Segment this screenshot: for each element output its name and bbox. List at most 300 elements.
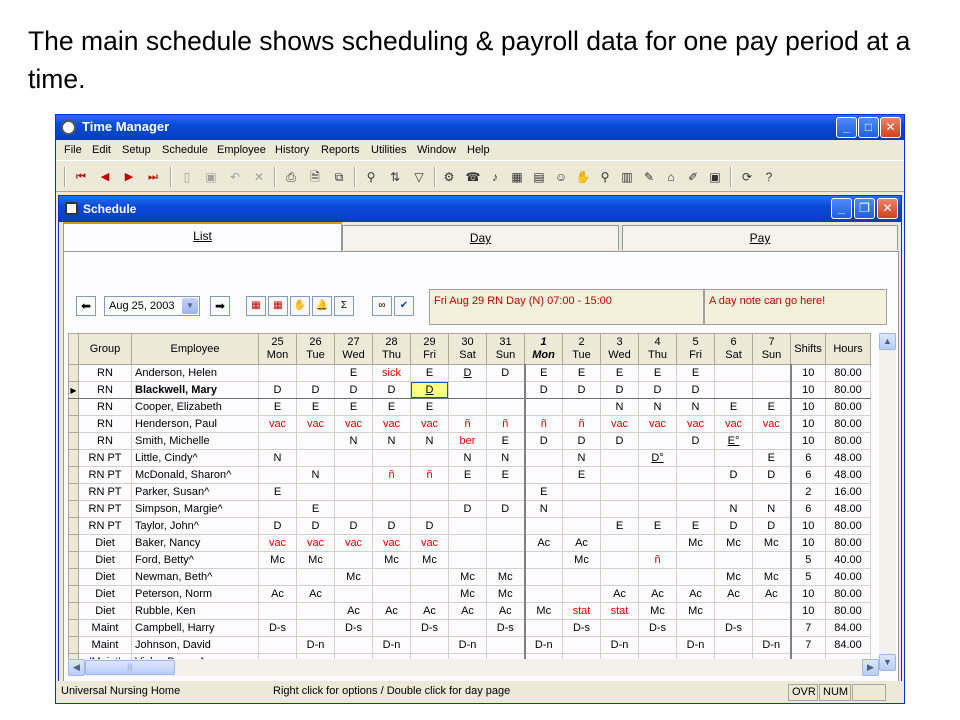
shift-cell[interactable]: Ac [601, 586, 639, 603]
row-indicator[interactable] [69, 620, 79, 637]
shift-cell[interactable] [639, 535, 677, 552]
shift-cell[interactable]: Ac [449, 603, 487, 620]
column-header-day[interactable] [335, 334, 373, 365]
binoculars-icon[interactable]: ⚲ [366, 170, 376, 184]
shift-cell[interactable] [335, 501, 373, 518]
shift-cell[interactable]: D-n [525, 637, 563, 654]
shift-cell[interactable]: Ac [525, 535, 563, 552]
shift-cell[interactable] [411, 569, 449, 586]
column-header-hours[interactable]: Hours [826, 334, 871, 365]
previous-period-button[interactable]: ⬅ [76, 296, 96, 316]
next-record-icon[interactable]: ▶ [124, 171, 134, 183]
shift-cell[interactable] [753, 552, 791, 569]
menu-utilities[interactable]: Utilities [371, 144, 407, 156]
edit-icon[interactable]: ✐ [687, 170, 699, 184]
employee-name[interactable]: Parker, Susan^ [132, 484, 259, 501]
row-indicator[interactable] [69, 416, 79, 433]
column-header-day[interactable] [753, 334, 791, 365]
shift-cell[interactable]: ñ [411, 467, 449, 484]
shift-cell[interactable]: D [373, 382, 411, 399]
shift-cell[interactable] [373, 501, 411, 518]
shift-cell[interactable]: D [563, 382, 601, 399]
shift-cell[interactable]: Mc [715, 535, 753, 552]
shift-cell[interactable]: D [487, 501, 525, 518]
shift-cell[interactable] [753, 433, 791, 450]
shift-cell[interactable] [753, 365, 791, 382]
shift-cell[interactable]: E [487, 467, 525, 484]
shift-cell[interactable] [639, 637, 677, 654]
schedule-row[interactable] [69, 552, 871, 569]
shift-cell[interactable]: Mc [259, 552, 297, 569]
shift-cell[interactable]: ñ [373, 467, 411, 484]
shift-cell[interactable] [601, 535, 639, 552]
shift-cell[interactable] [487, 399, 525, 416]
shift-cell[interactable] [525, 552, 563, 569]
shift-cell[interactable]: E [373, 399, 411, 416]
row-indicator[interactable] [69, 569, 79, 586]
next-period-button[interactable]: ➡ [210, 296, 230, 316]
schedule-minimize-button[interactable]: _ [831, 198, 852, 219]
shift-cell[interactable] [297, 450, 335, 467]
shift-cell[interactable] [677, 467, 715, 484]
row-indicator[interactable] [69, 484, 79, 501]
shift-cell[interactable]: Mc [373, 552, 411, 569]
shift-cell[interactable]: D-s [487, 620, 525, 637]
shift-cell[interactable] [563, 501, 601, 518]
shift-cell[interactable] [715, 382, 753, 399]
last-record-icon[interactable]: ⏭ [148, 171, 158, 183]
shift-cell[interactable]: vac [259, 416, 297, 433]
shift-cell[interactable]: D-n [677, 637, 715, 654]
shift-cell[interactable] [297, 569, 335, 586]
employee-name[interactable]: Ford, Betty^ [132, 552, 259, 569]
shift-cell[interactable]: vac [677, 416, 715, 433]
shift-cell[interactable] [601, 501, 639, 518]
shift-cell[interactable]: N [677, 399, 715, 416]
schedule-row[interactable] [69, 450, 871, 467]
sum-icon[interactable]: Σ [334, 296, 354, 316]
employee-name[interactable]: Campbell, Harry [132, 620, 259, 637]
shift-cell[interactable] [449, 552, 487, 569]
employee-name[interactable]: Johnson, David [132, 637, 259, 654]
shift-cell[interactable]: D [525, 433, 563, 450]
shift-cell[interactable] [601, 552, 639, 569]
shift-cell[interactable] [487, 518, 525, 535]
shift-cell[interactable]: D [411, 382, 449, 399]
employee-name[interactable]: Taylor, John^ [132, 518, 259, 535]
shift-cell[interactable]: D [487, 365, 525, 382]
shift-cell[interactable]: D [449, 501, 487, 518]
shift-cell[interactable]: vac [335, 416, 373, 433]
shift-cell[interactable] [601, 450, 639, 467]
shift-cell[interactable] [601, 484, 639, 501]
row-indicator[interactable] [69, 365, 79, 382]
shift-cell[interactable]: E [335, 365, 373, 382]
shift-cell[interactable]: D [335, 382, 373, 399]
row-indicator[interactable] [69, 535, 79, 552]
shift-cell[interactable] [449, 535, 487, 552]
shift-cell[interactable]: Ac [373, 603, 411, 620]
shift-cell[interactable]: E [753, 450, 791, 467]
column-header-day[interactable] [259, 334, 297, 365]
shift-cell[interactable]: N [639, 399, 677, 416]
column-header-day[interactable] [715, 334, 753, 365]
shift-cell[interactable] [525, 399, 563, 416]
shift-cell[interactable] [373, 620, 411, 637]
undo-icon[interactable]: ↶ [229, 170, 241, 184]
menu-setup[interactable]: Setup [122, 144, 151, 156]
shift-cell[interactable]: Mc [335, 569, 373, 586]
shift-cell[interactable] [677, 620, 715, 637]
shift-cell[interactable]: Mc [677, 535, 715, 552]
book-icon[interactable]: ▥ [621, 170, 633, 184]
schedule-row[interactable] [69, 484, 871, 501]
maximize-button[interactable]: □ [858, 117, 879, 138]
shift-cell[interactable]: Mc [753, 569, 791, 586]
shift-cell[interactable]: N [411, 433, 449, 450]
schedule-row[interactable] [69, 518, 871, 535]
bell-icon[interactable]: 🔔 [312, 296, 332, 316]
shift-cell[interactable] [677, 569, 715, 586]
shift-cell[interactable]: D [335, 518, 373, 535]
shift-cell[interactable] [525, 467, 563, 484]
shift-cell[interactable] [639, 467, 677, 484]
row-indicator[interactable] [69, 501, 79, 518]
shift-cell[interactable]: N [753, 501, 791, 518]
shift-cell[interactable]: Ac [487, 603, 525, 620]
shift-cell[interactable] [335, 467, 373, 484]
shift-cell[interactable]: E [525, 365, 563, 382]
shift-cell[interactable] [259, 433, 297, 450]
shift-cell[interactable] [639, 484, 677, 501]
help-icon[interactable]: ? [765, 170, 773, 184]
shift-cell[interactable]: N [297, 467, 335, 484]
shift-cell[interactable] [373, 450, 411, 467]
shift-cell[interactable]: E [639, 365, 677, 382]
column-header-employee[interactable]: Employee [132, 334, 259, 365]
row-indicator[interactable] [69, 586, 79, 603]
column-header-day[interactable] [601, 334, 639, 365]
employee-name[interactable]: Blackwell, Mary [132, 382, 259, 399]
shift-cell[interactable] [601, 467, 639, 484]
shift-cell[interactable] [677, 450, 715, 467]
column-header-day[interactable] [487, 334, 525, 365]
shift-cell[interactable] [259, 637, 297, 654]
shift-cell[interactable] [259, 501, 297, 518]
shift-cell[interactable]: D-n [753, 637, 791, 654]
day-view-icon[interactable]: ▦ [246, 296, 266, 316]
vertical-scrollbar[interactable] [879, 333, 896, 671]
shift-cell[interactable]: vac [753, 416, 791, 433]
shift-cell[interactable]: N [525, 501, 563, 518]
shift-cell[interactable] [449, 382, 487, 399]
checkmark-icon[interactable]: ✔ [394, 296, 414, 316]
column-header-day[interactable] [525, 334, 563, 365]
shift-cell[interactable]: E [715, 399, 753, 416]
shift-cell[interactable] [525, 620, 563, 637]
shift-cell[interactable] [563, 586, 601, 603]
shift-cell[interactable]: D [715, 467, 753, 484]
glasses-icon[interactable]: ∞ [372, 296, 392, 316]
minimize-button[interactable]: _ [836, 117, 857, 138]
menu-reports[interactable]: Reports [321, 144, 360, 156]
shift-cell[interactable]: D [753, 518, 791, 535]
shift-cell[interactable]: D-n [449, 637, 487, 654]
shift-cell[interactable] [259, 569, 297, 586]
row-indicator[interactable] [69, 603, 79, 620]
save-icon[interactable]: ▣ [205, 170, 217, 184]
shift-cell[interactable]: Mc [297, 552, 335, 569]
employee-name[interactable]: Baker, Nancy [132, 535, 259, 552]
shift-cell[interactable]: E [487, 433, 525, 450]
shift-cell[interactable]: vac [411, 416, 449, 433]
employee-icon[interactable]: ✋ [290, 296, 310, 316]
row-indicator[interactable] [69, 399, 79, 416]
shift-cell[interactable]: E [601, 518, 639, 535]
shift-cell[interactable]: D [411, 518, 449, 535]
shift-cell[interactable]: E [563, 467, 601, 484]
shift-cell[interactable]: vac [601, 416, 639, 433]
shift-cell[interactable]: N [335, 433, 373, 450]
shift-cell[interactable] [259, 365, 297, 382]
horizontal-scrollbar[interactable] [68, 659, 879, 676]
shift-cell[interactable] [259, 603, 297, 620]
shift-cell[interactable] [563, 569, 601, 586]
shift-cell[interactable]: E [259, 484, 297, 501]
shift-cell[interactable]: D-n [601, 637, 639, 654]
shift-cell[interactable] [525, 586, 563, 603]
music-note-icon[interactable]: ♪ [492, 170, 498, 184]
shift-cell[interactable]: Ac [335, 603, 373, 620]
shift-cell[interactable] [639, 433, 677, 450]
shift-cell[interactable]: D [715, 518, 753, 535]
lock-icon[interactable]: ⌂ [667, 170, 675, 184]
schedule-row[interactable] [69, 399, 871, 416]
shift-cell[interactable]: Mc [487, 569, 525, 586]
shift-cell[interactable]: D [259, 518, 297, 535]
shift-cell[interactable] [487, 535, 525, 552]
shift-cell[interactable]: Ac [259, 586, 297, 603]
shift-cell[interactable] [297, 365, 335, 382]
sort-icon[interactable]: ⇅ [389, 170, 401, 184]
shift-cell[interactable]: E [563, 365, 601, 382]
shift-cell[interactable]: D-n [373, 637, 411, 654]
shift-cell[interactable]: E [297, 399, 335, 416]
shift-cell[interactable]: E [677, 365, 715, 382]
shift-cell[interactable] [677, 552, 715, 569]
shift-cell[interactable] [335, 450, 373, 467]
close-button[interactable]: ✕ [880, 117, 901, 138]
row-indicator[interactable] [69, 450, 79, 467]
shift-cell[interactable]: D [753, 467, 791, 484]
scroll-left-icon[interactable]: ◀ [68, 659, 85, 676]
shift-cell[interactable]: vac [639, 416, 677, 433]
column-header-day[interactable] [297, 334, 335, 365]
shift-cell[interactable]: Mc [411, 552, 449, 569]
employee-name[interactable]: McDonald, Sharon^ [132, 467, 259, 484]
shift-cell[interactable]: D [601, 433, 639, 450]
refresh-icon[interactable]: ⟳ [741, 170, 753, 184]
grid-icon[interactable]: ▦ [511, 170, 523, 184]
shift-cell[interactable]: D [639, 382, 677, 399]
schedule-row[interactable] [69, 467, 871, 484]
shift-cell[interactable] [297, 603, 335, 620]
shift-cell[interactable]: D [677, 382, 715, 399]
shift-cell[interactable]: E [677, 518, 715, 535]
employee-name[interactable]: Smith, Michelle [132, 433, 259, 450]
copy-icon[interactable]: ⧉ [334, 170, 344, 184]
shift-cell[interactable]: vac [335, 535, 373, 552]
scroll-right-icon[interactable]: ▶ [862, 659, 879, 676]
period-date-picker[interactable] [104, 296, 200, 316]
shift-cell[interactable] [715, 433, 753, 450]
row-indicator[interactable] [69, 637, 79, 654]
shift-cell[interactable] [411, 484, 449, 501]
shift-cell[interactable]: D [563, 433, 601, 450]
shift-cell[interactable] [449, 365, 487, 382]
menu-schedule[interactable]: Schedule [162, 144, 208, 156]
shift-cell[interactable]: N [601, 399, 639, 416]
column-header-day[interactable] [639, 334, 677, 365]
shift-cell[interactable] [563, 484, 601, 501]
employee-name[interactable]: Henderson, Paul [132, 416, 259, 433]
shift-cell[interactable]: D [373, 518, 411, 535]
shift-cell[interactable]: D-s [259, 620, 297, 637]
filter-icon[interactable]: ▽ [414, 170, 424, 184]
tab-list[interactable] [63, 222, 342, 252]
scroll-down-icon[interactable]: ▼ [879, 654, 896, 671]
shift-cell[interactable]: D-s [639, 620, 677, 637]
shift-cell[interactable] [753, 603, 791, 620]
employee-name[interactable]: Little, Cindy^ [132, 450, 259, 467]
shift-cell[interactable]: ñ [487, 416, 525, 433]
employee-name[interactable]: Peterson, Norm [132, 586, 259, 603]
shift-cell[interactable]: D-s [715, 620, 753, 637]
shift-cell[interactable]: N [715, 501, 753, 518]
shift-cell[interactable]: ñ [563, 416, 601, 433]
shift-cell[interactable]: Mc [677, 603, 715, 620]
shift-cell[interactable]: D [601, 382, 639, 399]
shift-cell[interactable] [411, 637, 449, 654]
row-indicator[interactable] [69, 433, 79, 450]
schedule-titlebar[interactable] [59, 196, 901, 222]
shift-cell[interactable] [753, 620, 791, 637]
app-titlebar[interactable] [56, 115, 904, 140]
shift-cell[interactable] [639, 450, 677, 467]
shift-cell[interactable] [297, 433, 335, 450]
shift-cell[interactable]: vac [411, 535, 449, 552]
shift-cell[interactable] [411, 586, 449, 603]
column-header-group[interactable]: Group [79, 334, 132, 365]
shift-cell[interactable] [487, 382, 525, 399]
schedule-restore-button[interactable]: ❐ [854, 198, 875, 219]
notepad-icon[interactable]: ✎ [643, 170, 655, 184]
shift-cell[interactable]: D [297, 518, 335, 535]
shift-cell[interactable]: Mc [525, 603, 563, 620]
hand-icon[interactable]: ✋ [575, 170, 591, 184]
shift-cell[interactable] [563, 399, 601, 416]
column-header-day[interactable] [449, 334, 487, 365]
shift-cell[interactable] [715, 365, 753, 382]
shift-cell[interactable]: vac [715, 416, 753, 433]
shift-cell[interactable] [487, 552, 525, 569]
shift-cell[interactable] [677, 484, 715, 501]
shift-cell[interactable]: Mc [449, 569, 487, 586]
shift-cell[interactable] [297, 620, 335, 637]
shift-cell[interactable] [335, 586, 373, 603]
shift-cell[interactable]: Ac [411, 603, 449, 620]
shift-cell[interactable] [525, 450, 563, 467]
shift-cell[interactable] [753, 484, 791, 501]
tab-pay[interactable] [622, 225, 898, 250]
shift-cell[interactable]: ñ [525, 416, 563, 433]
delete-icon[interactable]: ✕ [253, 170, 265, 184]
schedule-row[interactable] [69, 586, 871, 603]
schedule-row[interactable] [69, 535, 871, 552]
column-header-day[interactable] [411, 334, 449, 365]
card-icon[interactable]: ▤ [533, 170, 545, 184]
employee-name[interactable]: Anderson, Helen [132, 365, 259, 382]
schedule-row[interactable] [69, 501, 871, 518]
shift-cell[interactable] [449, 620, 487, 637]
shift-cell[interactable] [411, 501, 449, 518]
first-record-icon[interactable]: ⏮ [76, 171, 86, 183]
shift-cell[interactable]: E [601, 365, 639, 382]
shift-cell[interactable] [373, 586, 411, 603]
shift-cell[interactable]: Ac [753, 586, 791, 603]
print-icon[interactable]: ⎙ [286, 170, 296, 184]
shift-cell[interactable]: Ac [677, 586, 715, 603]
shift-cell[interactable]: Ac [639, 586, 677, 603]
column-header-shifts[interactable]: Shifts [791, 334, 826, 365]
shift-cell[interactable] [449, 484, 487, 501]
shift-cell[interactable]: N [373, 433, 411, 450]
row-indicator[interactable] [69, 518, 79, 535]
schedule-row[interactable] [69, 416, 871, 433]
phone-icon[interactable]: ☎ [465, 170, 481, 184]
shift-cell[interactable]: Mc [563, 552, 601, 569]
shift-cell[interactable]: N [259, 450, 297, 467]
shift-cell[interactable] [487, 484, 525, 501]
print-preview-icon[interactable]: 🗎 [310, 170, 320, 184]
shift-cell[interactable] [449, 399, 487, 416]
shift-cell[interactable] [563, 518, 601, 535]
shift-cell[interactable] [753, 382, 791, 399]
shift-cell[interactable] [335, 484, 373, 501]
row-indicator[interactable] [69, 467, 79, 484]
shift-cell[interactable]: Mc [715, 569, 753, 586]
shift-cell[interactable]: ber [449, 433, 487, 450]
menu-file[interactable]: File [64, 144, 82, 156]
shift-cell[interactable]: Ac [297, 586, 335, 603]
shift-cell[interactable]: E [259, 399, 297, 416]
menu-history[interactable]: History [275, 144, 310, 156]
shift-cell[interactable]: E [335, 399, 373, 416]
shift-cell[interactable]: vac [259, 535, 297, 552]
calendar-icon[interactable]: ▣ [709, 170, 721, 184]
shift-cell[interactable]: vac [297, 535, 335, 552]
shift-cell[interactable] [259, 467, 297, 484]
shift-cell[interactable]: D [297, 382, 335, 399]
menu-help[interactable]: Help [467, 144, 490, 156]
row-indicator[interactable] [69, 552, 79, 569]
shift-cell[interactable]: E [411, 365, 449, 382]
shift-cell[interactable]: N [449, 450, 487, 467]
new-document-icon[interactable]: ▯ [183, 170, 191, 184]
shift-cell[interactable] [715, 637, 753, 654]
tab-day[interactable] [342, 225, 619, 250]
shift-cell[interactable]: vac [373, 416, 411, 433]
